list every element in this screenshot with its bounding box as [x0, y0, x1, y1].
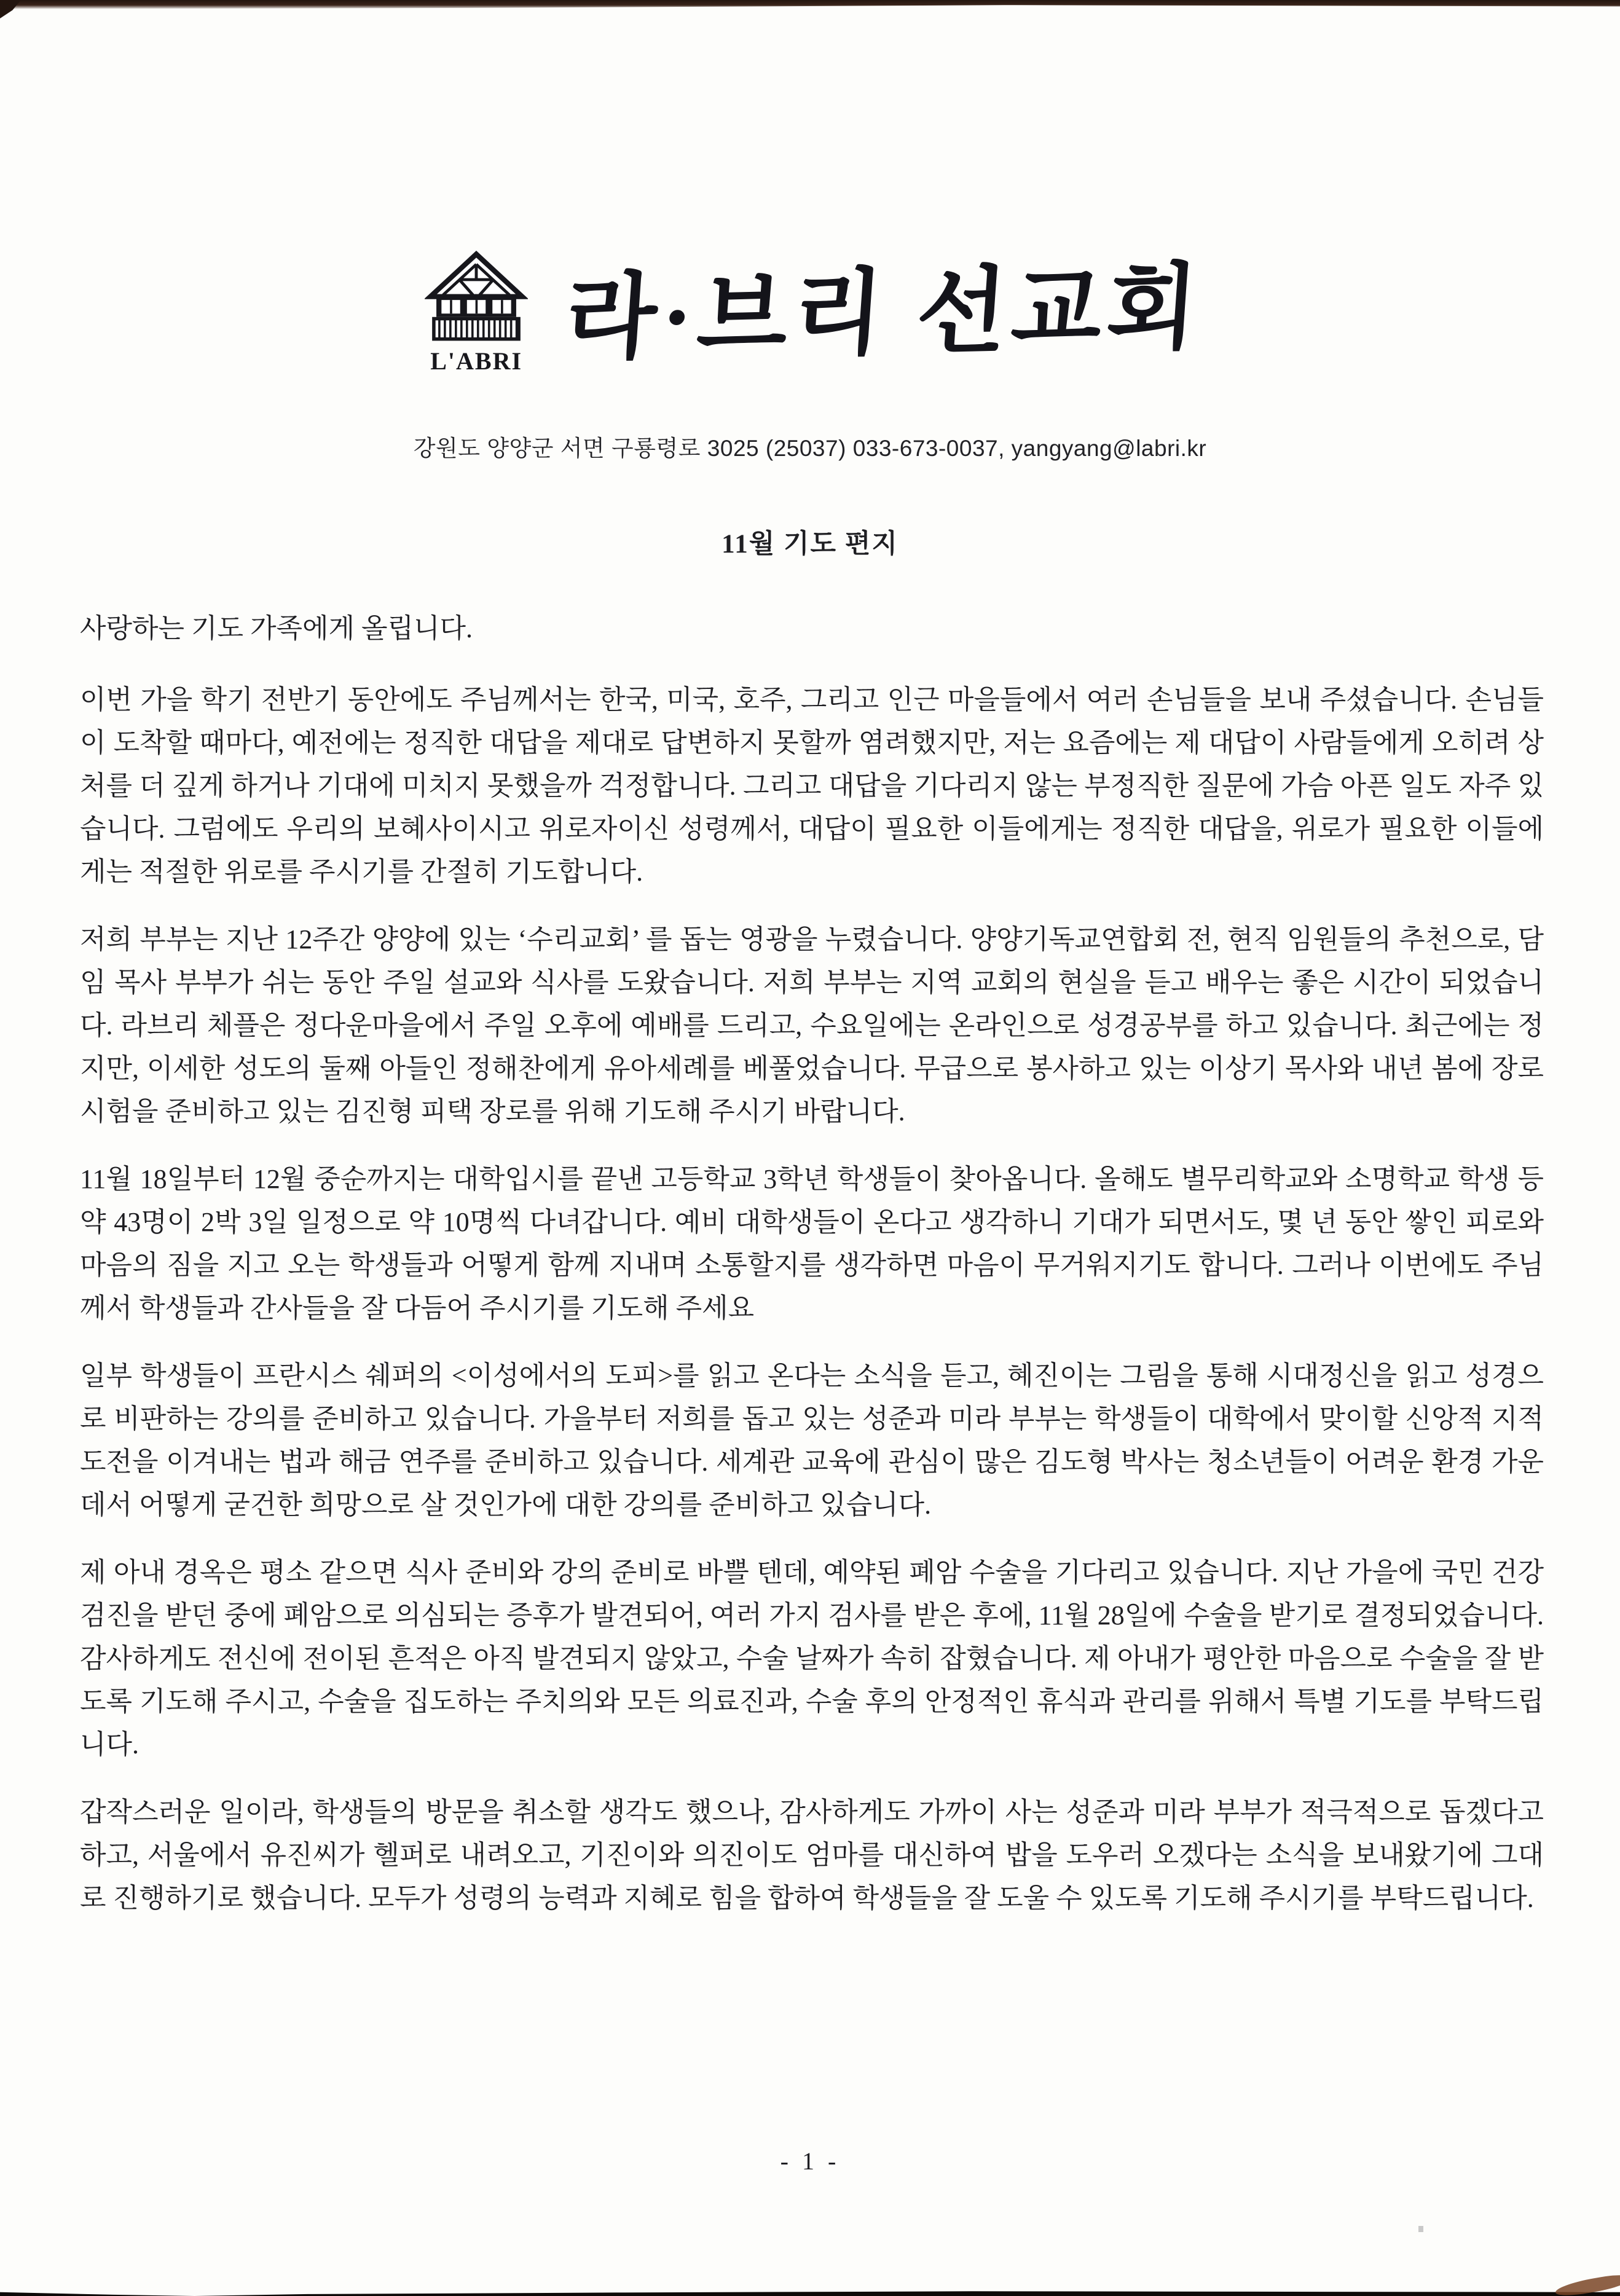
letter-greeting: 사랑하는 기도 가족에게 올립니다. [80, 613, 473, 643]
letter-paragraph: 11월 18일부터 12월 중순까지는 대학입시를 끝낸 고등학교 3학년 학생들이 찾아옵니다. 올해도 별무리학교와 소명학교 학생 등 약 43명이 2박 3일 일정으로 약 10명씩 다녀갑니다. 예비 대학생들이 온다고 생각하니 기대가 되면서도, 몇 년 동안 쌓인 피로와 마음의 짐을 지고 오는 학생들과 어떻게 함께 지내며 소통할지를 생각하면 마음이 무거워지기도 합니다. 그러나 이번에도 주님께서 학생들과 간사들을 잘 다듬어 주시기를 기도해 주세요 [80, 1164, 1544, 1323]
letterhead [0, 0, 1620, 375]
labri-calligraphy-title: 라·브리 선교회 [562, 256, 1206, 371]
house-logo-icon [425, 251, 528, 344]
page-number: - 1 - [780, 2147, 840, 2175]
scan-artifact-bottom-edge [0, 2287, 1620, 2296]
letter-title: 11월 기도 편지 [722, 530, 898, 559]
scan-artifact-speck [1418, 2226, 1423, 2232]
letterhead-address: 강원도 양양군 서면 구룡령로 3025 (25037) 033-673-0037, yangyang@labri.kr [413, 436, 1207, 461]
letter-paragraph: 제 아내 경옥은 평소 같으면 식사 준비와 강의 준비로 바쁠 텐데, 예약된 폐암 수술을 기다리고 있습니다. 지난 가을에 국민 건강 검진을 받던 중에 폐암으로 의심되는 증후가 발견되어, 여러 가지 검사를 받은 후에, 11월 28일에 수술을 받기로 결정되었습니다. 감사하게도 전신에 전이된 흔적은 아직 발견되지 않았고, 수술 날짜가 속히 잡혔습니다. 제 아내가 평안한 마음으로 수술을 잘 받도록 기도해 주시고, 수술을 집도하는 주치의와 모든 의료진과, 수술 후의 안정적인 휴식과 관리를 위해서 특별 기도를 부탁드립니다. [80, 1557, 1544, 1759]
letter-paragraph: 일부 학생들이 프란시스 쉐퍼의 <이성에서의 도피>를 읽고 온다는 소식을 듣고, 혜진이는 그림을 통해 시대정신을 읽고 성경으로 비판하는 강의를 준비하고 있습니다. 가을부터 저희를 돕고 있는 성준과 미라 부부는 학생들이 대학에서 맞이할 신앙적 지적 도전을 이겨내는 법과 해금 연주를 준비하고 있습니다. 세계관 교육에 관심이 많은 김도형 박사는 청소년들이 어려운 환경 가운데서 어떻게 굳건한 희망으로 살 것인가에 대한 강의를 준비하고 있습니다. [80, 1361, 1544, 1520]
letter-paragraph: 저희 부부는 지난 12주간 양양에 있는 ‘수리교회’ 를 돕는 영광을 누렸습니다. 양양기독교연합회 전, 현직 임원들의 추천으로, 담임 목사 부부가 쉬는 동안 주일 설교와 식사를 도왔습니다. 저희 부부는 지역 교회의 현실을 듣고 배우는 좋은 시간이 되었습니다. 라브리 체플은 정다운마을에서 주일 오후에 예배를 드리고, 수요일에는 온라인으로 성경공부를 하고 있습니다. 최근에는 정지만, 이세한 성도의 둘째 아들인 정해찬에게 유아세례를 베풀었습니다. 무급으로 봉사하고 있는 이상기 목사와 내년 봄에 장로 시험을 준비하고 있는 김진형 피택 장로를 위해 기도해 주시기 바랍니다. [80, 924, 1544, 1126]
letter-paragraph: 이번 가을 학기 전반기 동안에도 주님께서는 한국, 미국, 호주, 그리고 인근 마을들에서 여러 손님들을 보내 주셨습니다. 손님들이 도착할 때마다, 예전에는 정직한 대답을 제대로 답변하지 못할까 염려했지만, 저는 요즘에는 제 대답이 사람들에게 오히려 상처를 더 깊게 하거나 기대에 미치지 못했을까 걱정합니다. 그리고 대답을 기다리지 않는 부정직한 질문에 가슴 아픈 일도 자주 있습니다. 그럼에도 우리의 보혜사이시고 위로자이신 성령께서, 대답이 필요한 이들에게는 정직한 대답을, 위로가 필요한 이들에게는 적절한 위로를 주시기를 간절히 기도합니다. [80, 685, 1544, 887]
letter-body [80, 607, 1544, 1920]
labri-logo-text: L'ABRI [430, 347, 523, 375]
letter-paragraph: 갑작스러운 일이라, 학생들의 방문을 취소할 생각도 했으나, 감사하게도 가까이 사는 성준과 미라 부부가 적극적으로 돕겠다고 하고, 서울에서 유진씨가 헬퍼로 내려오고, 기진이와 의진이도 엄마를 대신하여 밥을 도우러 오겠다는 소식을 보내왔기에 그대로 진행하기로 했습니다. 모두가 성령의 능력과 지혜로 힘을 합하여 학생들을 잘 도울 수 있도록 기도해 주시기를 부탁드립니다. [80, 1797, 1544, 1913]
labri-logo [418, 251, 535, 375]
